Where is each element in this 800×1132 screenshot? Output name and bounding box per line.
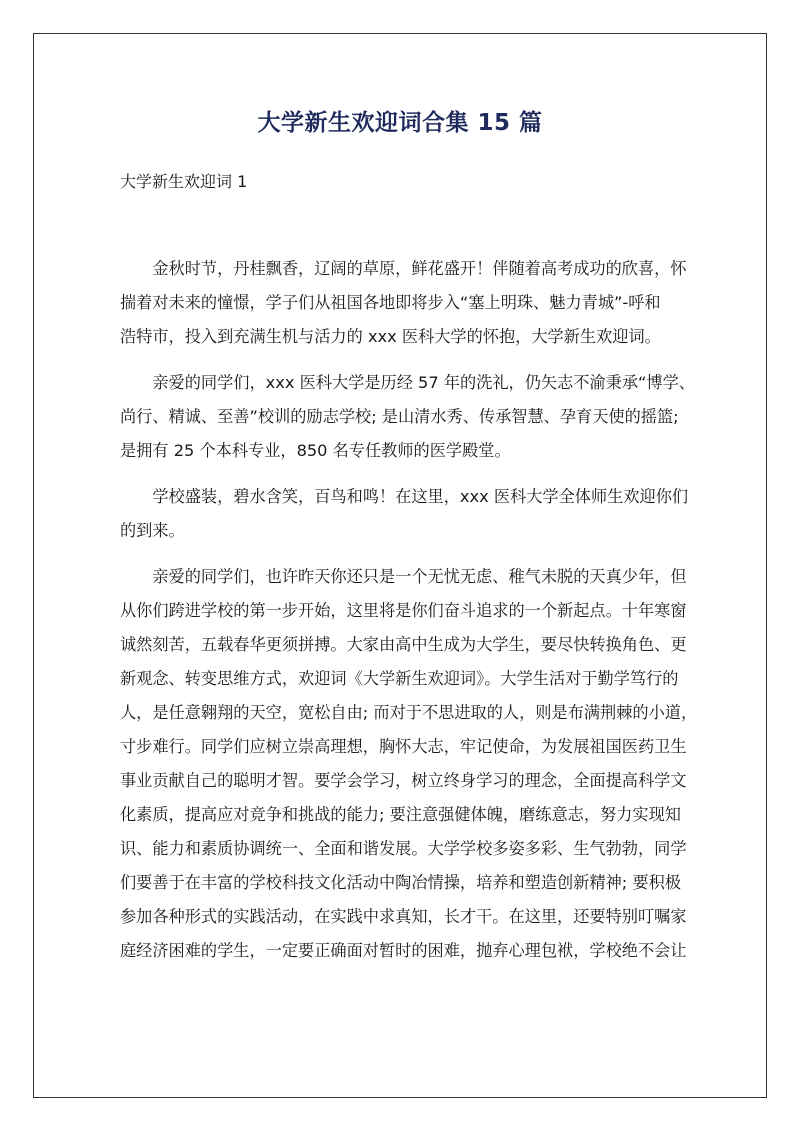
text-line: 化素质，提高应对竞争和挑战的能力; 要注意强健体魄，磨练意志，努力实现知 [120,805,681,824]
text-line: 人，是任意翱翔的天空，宽松自由; 而对于不思进取的人，则是布满荆棘的小道， [120,703,698,722]
text-line: 新观念、转变思维方式，欢迎词《大学新生欢迎词》。大学生活对于勤学笃行的 [120,669,679,688]
text-line: 的到来。 [120,521,185,540]
text-line: 揣着对未来的憧憬，学子们从祖国各地即将步入“塞上明珠、魅力青城”-呼和 [120,293,661,312]
text-line: 尚行、精诚、至善”校训的励志学校; 是山清水秀、传承智慧、孕育天使的摇篮; [120,407,679,426]
text-line: 参加各种形式的实践活动，在实践中求真知，长才干。在这里，还要特别叮嘱家 [120,907,687,926]
text-line: 浩特市，投入到充满生机与活力的 xxx 医科大学的怀抱，大学新生欢迎词。 [120,327,661,346]
text-line: 庭经济困难的学生，一定要正确面对暂时的困难，抛弃心理包袱，学校绝不会让 [120,941,687,960]
text-line: 识、能力和素质协调统一、全面和谐发展。大学学校多姿多彩、生气勃勃，同学 [120,839,687,858]
document-title: 大学新生欢迎词合集 15 篇 [257,110,543,136]
text-line: 是拥有 25 个本科专业，850 名专任教师的医学殿堂。 [120,441,511,460]
section-heading: 大学新生欢迎词 1 [120,172,248,191]
text-line: 寸步难行。同学们应树立崇高理想，胸怀大志，牢记使命，为发展祖国医药卫生 [120,737,687,756]
text-line: 们要善于在丰富的学校科技文化活动中陶冶情操，培养和塑造创新精神; 要积极 [120,873,681,892]
text-line: 诚然刻苦，五载春华更须拼搏。大家由高中生成为大学生，要尽快转换角色、更 [120,635,687,654]
page-border [33,33,767,1098]
text-line: 亲爱的同学们，xxx 医科大学是历经 57 年的洗礼，仍矢志不渝秉承“博学、 [120,373,695,392]
text-line: 事业贡献自己的聪明才智。要学会学习，树立终身学习的理念，全面提高科学文 [120,771,687,790]
text-line: 从你们跨进学校的第一步开始，这里将是你们奋斗追求的一个新起点。十年寒窗 [120,601,687,620]
text-line: 学校盛装，碧水含笑，百鸟和鸣！在这里，xxx 医科大学全体师生欢迎你们 [120,487,689,506]
text-line: 金秋时节，丹桂飘香，辽阔的草原，鲜花盛开！伴随着高考成功的欣喜，怀 [120,259,687,278]
text-line: 亲爱的同学们，也许昨天你还只是一个无忧无虑、稚气未脱的天真少年，但 [120,567,687,586]
